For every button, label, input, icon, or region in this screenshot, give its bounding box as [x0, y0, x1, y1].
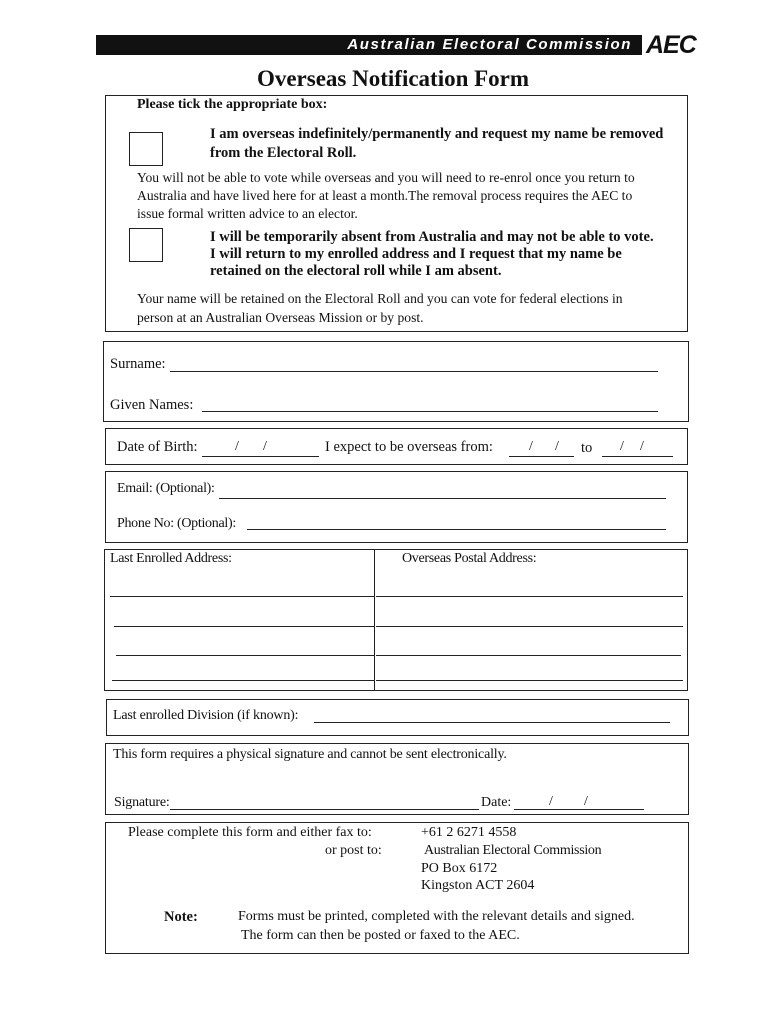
option2-text-line3: retained on the electoral roll while I am absent. [210, 263, 502, 279]
overseas-postal-address-line-3[interactable] [376, 655, 681, 656]
to-slash-2: / [640, 439, 644, 454]
email-label: Email: (Optional): [117, 481, 215, 496]
to-slash-1: / [620, 439, 624, 454]
given-names-field[interactable] [202, 411, 658, 412]
signature-date-label: Date: [481, 795, 512, 810]
division-field[interactable] [314, 722, 670, 723]
note-line2: The form can then be posted or faxed to the AEC. [241, 928, 520, 943]
option2-note-line2: person at an Australian Overseas Mission or by post. [137, 310, 424, 325]
phone-label: Phone No: (Optional): [117, 516, 236, 531]
phone-field[interactable] [247, 529, 666, 530]
given-names-label: Given Names: [110, 397, 194, 413]
fax-number: +61 2 6271 4558 [421, 825, 517, 840]
dob-label: Date of Birth: [117, 439, 198, 455]
overseas-postal-address-label: Overseas Postal Address: [402, 551, 537, 566]
dob-slash-2: / [263, 439, 267, 454]
last-enrolled-address-line-1[interactable] [110, 596, 374, 597]
checkbox-temporarily-absent[interactable] [129, 228, 163, 262]
signature-label: Signature: [114, 795, 170, 810]
note-line1: Forms must be printed, completed with the relevant details and signed. [238, 909, 635, 924]
dob-slash-1: / [235, 439, 239, 454]
signature-field[interactable] [170, 809, 479, 810]
overseas-from-field[interactable] [509, 456, 574, 457]
option1-note-line3: issue formal written advice to an elector. [137, 206, 358, 221]
last-enrolled-address-line-2[interactable] [114, 626, 374, 627]
to-label: to [581, 440, 593, 456]
option1-text-line1: I am overseas indefinitely/permanently and request my name be removed [210, 126, 664, 142]
option2-note-line1: Your name will be retained on the Electoral Roll and you can vote for federal elections in [137, 291, 623, 306]
from-slash-2: / [555, 439, 559, 454]
addresses-section [104, 549, 688, 691]
header-bar [96, 35, 642, 55]
post-instruction: or post to: [325, 843, 382, 858]
dob-field[interactable] [202, 456, 319, 457]
overseas-postal-address-line-4[interactable] [376, 680, 683, 681]
last-enrolled-address-line-4[interactable] [112, 680, 374, 681]
note-label: Note: [164, 909, 198, 925]
email-field[interactable] [219, 498, 666, 499]
option2-text-line2: I will return to my enrolled address and I request that my name be [210, 246, 622, 262]
agency-name: Australian Electoral Commission [347, 36, 632, 53]
signature-notice: This form requires a physical signature and cannot be sent electronically. [113, 747, 507, 762]
option1-note-line2: Australia and have lived here for at least a month.The removal process requires the AEC to [137, 188, 633, 203]
last-enrolled-address-label: Last Enrolled Address: [110, 551, 232, 566]
option1-note-line1: You will not be able to vote while overseas and you will need to re-enrol once you return to [137, 170, 635, 185]
sig-date-slash-2: / [584, 794, 588, 809]
fax-instruction: Please complete this form and either fax to: [128, 825, 372, 840]
option2-text-line1: I will be temporarily absent from Australia and may not be able to vote. [210, 229, 654, 245]
page-title: Overseas Notification Form [256, 66, 530, 91]
surname-label: Surname: [110, 356, 166, 372]
division-label: Last enrolled Division (if known): [113, 708, 299, 723]
tick-instruction: Please tick the appropriate box: [137, 97, 328, 112]
overseas-from-label: I expect to be overseas from: [325, 439, 493, 455]
sig-date-slash-1: / [549, 794, 553, 809]
aec-logo: AEC [646, 31, 696, 59]
option1-text-line2: from the Electoral Roll. [210, 145, 357, 161]
checkbox-remove-from-roll[interactable] [129, 132, 163, 166]
last-enrolled-address-line-3[interactable] [116, 655, 374, 656]
overseas-postal-address-line-2[interactable] [376, 626, 683, 627]
overseas-postal-address-line-1[interactable] [376, 596, 683, 597]
overseas-to-field[interactable] [602, 456, 673, 457]
postal-address-line1: Australian Electoral Commission [424, 843, 602, 858]
surname-field[interactable] [170, 371, 658, 372]
postal-address-line3: Kingston ACT 2604 [421, 878, 535, 893]
postal-address-line2: PO Box 6172 [421, 861, 498, 876]
signature-date-field[interactable] [514, 809, 644, 810]
from-slash-1: / [529, 439, 533, 454]
address-column-divider [374, 549, 375, 691]
